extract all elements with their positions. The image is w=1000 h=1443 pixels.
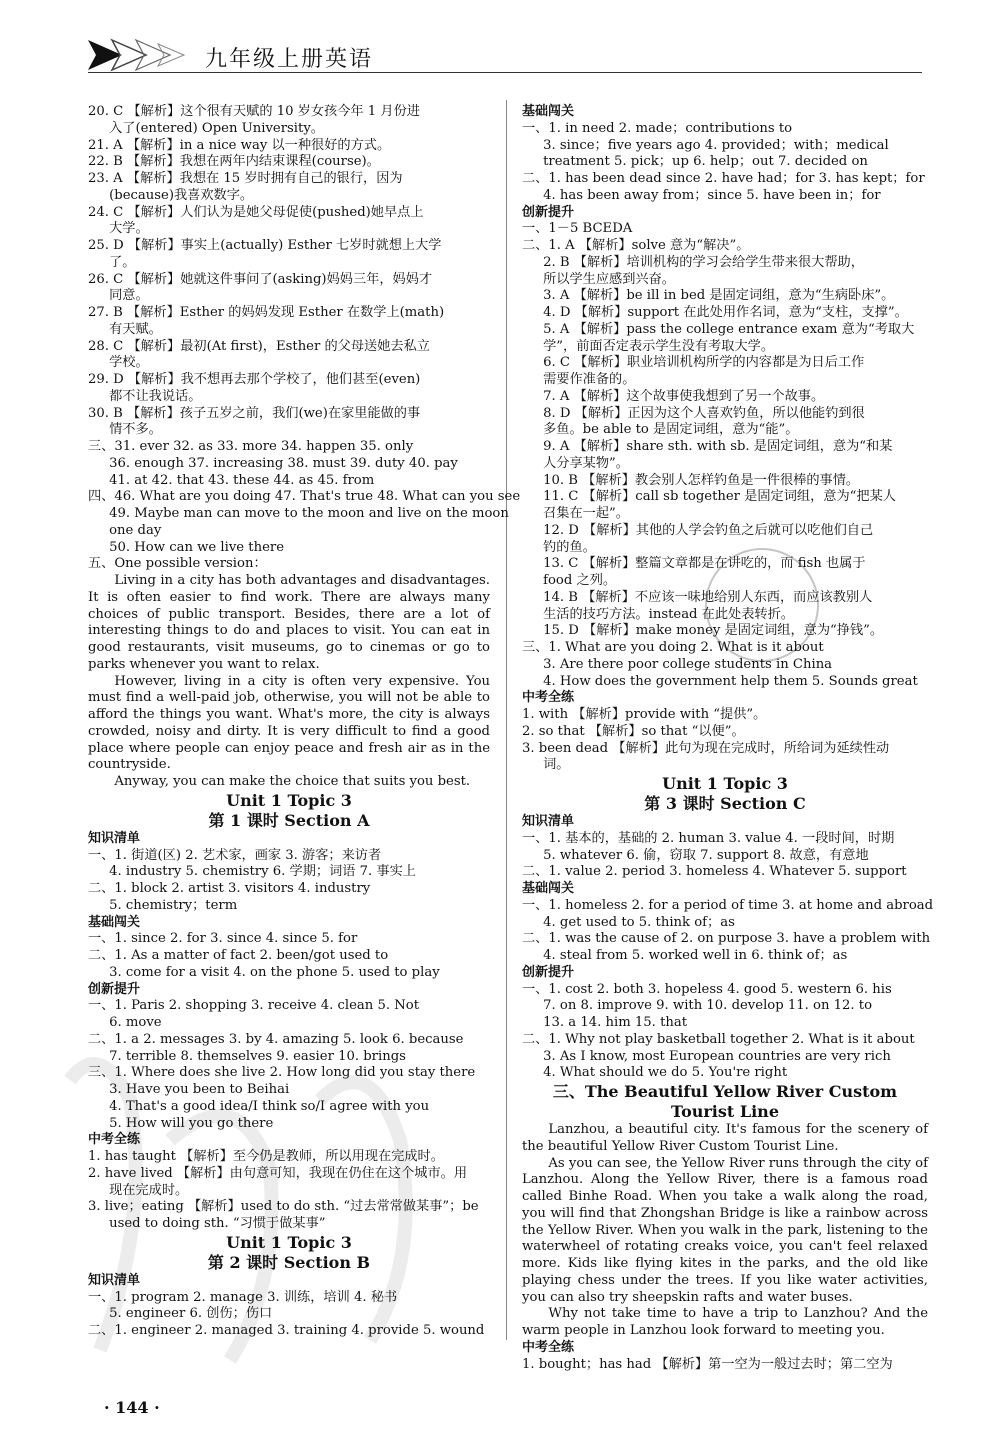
left-answer-line: 30. B 【解析】孩子五岁之前，我们(we)在家里能做的事 <box>88 405 421 421</box>
left-answer-line: 四、46. What are you doing 47. That's true 48. What can you see <box>88 489 521 505</box>
page-header <box>0 0 1000 82</box>
right-answer-line: 13. C 【解析】整篇文章都是在讲吃的，而 fish 也属于 <box>543 556 866 572</box>
left-topic-title: Unit 1 Topic 3 <box>226 1232 352 1252</box>
left-answer-line: 2. have lived 【解析】由句意可知，我现在仍住在这个城市。用 <box>88 1165 468 1181</box>
left-answer-line: (because)我喜欢数字。 <box>109 187 254 203</box>
left-answer-line: 大学。 <box>109 221 149 237</box>
left-answer-line: 5. engineer 6. 创伤；伤口 <box>109 1306 273 1322</box>
left-column <box>88 104 521 1340</box>
left-answer-line: 入了(entered) Open University。 <box>109 120 324 136</box>
left-section-heading: 知识清单 <box>88 1272 141 1288</box>
left-answer-line: 3. come for a visit 4. on the phone 5. used to play <box>109 964 440 980</box>
left-answer-line: 4. industry 5. chemistry 6. 学期；词语 7. 事实上 <box>109 864 416 880</box>
header-rule <box>88 72 922 73</box>
left-answer-line: 都不让我说话。 <box>109 388 202 404</box>
right-answer-line: 6. C 【解析】职业培训机构所学的内容都是为日后工作 <box>543 355 865 371</box>
left-answer-line: one day <box>109 522 162 538</box>
left-answer-line: 6. move <box>109 1015 162 1030</box>
left-topic-title: 第 2 课时 Section B <box>207 1252 371 1272</box>
right-answer-line: 14. B 【解析】不应该一味地给别人东西，而应该教别人 <box>543 589 873 605</box>
left-answer-line: 3. live；eating 【解析】used to do sth. “过去常常做某事”；be <box>88 1199 479 1215</box>
left-answer-line: 21. A 【解析】in a nice way 以一种很好的方式。 <box>88 137 391 153</box>
right-section-heading: 创新提升 <box>522 964 575 980</box>
right-topic-title: Unit 1 Topic 3 <box>662 774 788 793</box>
left-answer-line: 一、1. program 2. manage 3. 训练，培训 4. 秘书 <box>88 1289 398 1305</box>
right-answer-line: 二、1. value 2. period 3. homeless 4. Whatever 5. support <box>522 864 907 880</box>
right-answer-line: 15. D 【解析】make money 是固定词组，意为“挣钱”。 <box>543 623 884 639</box>
right-answer-line: 4. has been away from；since 5. have been in；for <box>543 187 881 203</box>
right-answer-line: 3. since；five years ago 4. provided；with；medical <box>543 137 889 153</box>
left-answer-line: 1. has taught 【解析】至今仍是教师，所以用现在完成时。 <box>88 1149 444 1164</box>
left-section-heading: 创新提升 <box>88 981 141 997</box>
right-answer-line: 一、1. homeless 2. for a period of time 3. at home and abroad <box>522 897 934 913</box>
right-answer-line: food 之列。 <box>543 573 617 588</box>
right-section-heading: 基础闯关 <box>522 104 575 119</box>
right-answer-line: 3. Are there poor college students in China <box>543 656 833 672</box>
right-answer-line: 人分享某物”。 <box>543 455 629 471</box>
left-answer-line: 26. C 【解析】她就这件事问了(asking)妈妈三年，妈妈才 <box>88 271 433 287</box>
right-answer-line: 3. As I know, most European countries are very rich <box>543 1048 891 1064</box>
left-answer-line: 一、1. 街道(区) 2. 艺术家，画家 3. 游客；来访者 <box>88 847 382 863</box>
left-answer-line: 情不多。 <box>109 422 162 438</box>
left-answer-line: 50. How can we live there <box>109 539 284 555</box>
right-answer-line: 12. D 【解析】其他的人学会钓鱼之后就可以吃他们自己 <box>543 522 874 538</box>
right-answer-line: 一、1. in need 2. made；contributions to <box>522 120 793 136</box>
left-answer-line: 36. enough 37. increasing 38. must 39. duty 40. pay <box>109 455 458 471</box>
right-answer-line: 5. whatever 6. 偷，窃取 7. support 8. 故意，有意地 <box>543 847 869 863</box>
right-answer-line: 学”，前面否定表示学生没有考取大学。 <box>543 338 775 354</box>
right-answer-line: 所以学生应感到兴奋。 <box>543 271 675 287</box>
left-topic-title: 第 1 课时 Section A <box>208 810 370 830</box>
left-answer-line: 28. C 【解析】最初(At first)，Esther 的父母送她去私立 <box>88 338 430 354</box>
right-section-heading: 基础闯关 <box>522 881 575 896</box>
right-answer-line: 3. been dead 【解析】此句为现在完成时，所给词为延续性动 <box>522 740 890 756</box>
left-essay-paragraph: However, living in a city is often very expensive. You must find a well-paid job, otherwise, you will not be able to afford the things you want. What's more, the city is always crowded, noisy and dirty. It is very difficult to find a good place where people can enjoy peace and fresh air as in the countryside. <box>88 673 490 773</box>
left-answer-line: 二、1. engineer 2. managed 3. training 4. provide 5. wound <box>88 1323 485 1338</box>
right-topic-title: 三、The Beautiful Yellow River Custom Tourist Line <box>552 1082 898 1121</box>
right-essay-paragraph: As you can see, the Yellow River runs through the city of Lanzhou. Along the Yellow River, there is a famous road called Binhe Road. When you take a walk along the road, you will find that Zhongshan Bridge is like a rainbow across the Yellow River. When you walk in the park, listening to the waterwheel of rotating creaks voice, you can't feel relaxed more. Kids like flying kites in the parks, and the old like playing chess under the trees. If you like water activities, you can also try sheepskin rafts and water buses. <box>522 1155 928 1305</box>
right-answer-line: 三、1. What are you doing 2. What is it about <box>522 640 824 655</box>
left-essay-paragraph: Anyway, you can make the choice that suits you best. <box>114 774 471 789</box>
page-title: 九年级上册英语 <box>205 47 374 72</box>
right-answer-line: 二、1. was the cause of 2. on purpose 3. have a problem with <box>522 931 931 947</box>
column-divider <box>506 100 507 1340</box>
right-essay-paragraph: Lanzhou, a beautiful city. It's famous for the scenery of the beautiful Yellow River Custom Tourist Line. <box>522 1122 928 1154</box>
left-answer-line: 二、1. block 2. artist 3. visitors 4. industry <box>88 881 371 896</box>
left-answer-line: 5. chemistry；term <box>109 897 238 913</box>
left-answer-line: 二、1. a 2. messages 3. by 4. amazing 5. look 6. because <box>88 1031 464 1047</box>
left-answer-line: 7. terrible 8. themselves 9. easier 10. brings <box>109 1048 406 1064</box>
left-answer-line: 三、1. Where does she live 2. How long did you stay there <box>88 1065 476 1081</box>
right-section-heading: 知识清单 <box>522 814 575 829</box>
left-answer-line: 3. Have you been to Beihai <box>109 1082 290 1097</box>
left-answer-line: 有天赋。 <box>109 321 162 337</box>
left-answer-line: 一、1. Paris 2. shopping 3. receive 4. clean 5. Not <box>88 998 419 1014</box>
right-section-heading: 中考全练 <box>522 1339 575 1355</box>
left-answer-line: 41. at 42. that 43. these 44. as 45. from <box>109 472 375 488</box>
left-answer-line: 27. B 【解析】Esther 的妈妈发现 Esther 在数学上(math) <box>88 305 445 320</box>
right-essay-paragraph: Why not take time to have a trip to Lanzhou? And the warm people in Lanzhou look forward to meeting you. <box>522 1306 928 1338</box>
right-answer-line: 11. C 【解析】call sb together 是固定词组，意为“把某人 <box>543 489 896 505</box>
right-answer-line: 生活的技巧方法。instead 在此处表转折。 <box>543 606 794 622</box>
right-answer-line: 4. D 【解析】support 在此处用作名词，意为“支柱，支撑”。 <box>543 305 908 320</box>
left-answer-line: 22. B 【解析】我想在两年内结束课程(course)。 <box>88 154 380 170</box>
left-essay-paragraph: Living in a city has both advantages and disadvantages. It is often easier to find work. There are always many choices of public transport. Besides, there are a lot of interesting things to do and places to visit. You can eat in good restaurants, visit museums, go to cinemas or go to parks whenever you want to relax. <box>88 573 490 672</box>
left-answer-line: 五、One possible version： <box>88 556 267 572</box>
right-answer-line: 2. so that 【解析】so that “以便”。 <box>522 723 745 739</box>
right-answer-line: 7. on 8. improve 9. with 10. develop 11. on 12. to <box>543 998 873 1014</box>
right-answer-line: 钓的鱼。 <box>543 539 596 555</box>
left-answer-line: 现在完成时。 <box>109 1182 189 1198</box>
right-answer-line: 10. B 【解析】教会别人怎样钓鱼是一件很棒的事情。 <box>543 472 860 488</box>
left-answer-line: 23. A 【解析】我想在 15 岁时拥有自己的银行，因为 <box>88 171 403 186</box>
right-answer-line: 一、1. cost 2. both 3. hopeless 4. good 5. western 6. his <box>522 981 892 997</box>
right-answer-line: 一、1. 基本的，基础的 2. human 3. value 4. 一段时间，时期 <box>522 830 895 846</box>
left-answer-line: 5. How will you go there <box>109 1115 274 1131</box>
right-answer-line: 1. with 【解析】provide with “提供”。 <box>522 707 767 722</box>
left-section-heading: 知识清单 <box>88 830 141 846</box>
right-answer-line: 7. A 【解析】这个故事使我想到了另一个故事。 <box>543 388 825 404</box>
right-answer-line: 4. steal from 5. worked well in 6. think of；as <box>543 948 848 963</box>
right-answer-line: 4. What should we do 5. You're right <box>543 1065 788 1081</box>
left-answer-line: 4. That's a good idea/I think so/I agree with you <box>109 1098 430 1114</box>
right-section-heading: 中考全练 <box>522 690 575 706</box>
left-answer-line: 二、1. As a matter of fact 2. been/got used to <box>88 948 389 963</box>
left-answer-line: 29. D 【解析】我不想再去那个学校了，他们甚至(even) <box>88 372 421 387</box>
right-answer-line: 13. a 14. him 15. that <box>543 1015 688 1030</box>
right-topic-title: 第 3 课时 Section C <box>644 794 806 813</box>
right-answer-line: 词。 <box>543 757 570 773</box>
left-answer-line: 一、1. since 2. for 3. since 4. since 5. for <box>88 931 358 947</box>
right-answer-line: 一、1－5 BCEDA <box>522 221 633 237</box>
left-section-heading: 基础闯关 <box>88 914 141 930</box>
left-topic-title: Unit 1 Topic 3 <box>226 790 352 810</box>
left-answer-line: 25. D 【解析】事实上(actually) Esther 七岁时就想上大学 <box>88 238 442 253</box>
page-number: · 144 · <box>104 1398 160 1417</box>
left-answer-line: 同意。 <box>109 288 149 304</box>
right-column <box>522 104 934 1373</box>
left-answer-line: 学校。 <box>109 355 149 371</box>
left-answer-line: 三、31. ever 32. as 33. more 34. happen 35. only <box>88 439 414 454</box>
right-answer-line: 8. D 【解析】正因为这个人喜欢钓鱼，所以他能钓到很 <box>543 405 865 421</box>
right-answer-line: 二、1. A 【解析】solve 意为“解决”。 <box>522 238 750 253</box>
right-answer-line: 1. bought；has had 【解析】第一空为一般过去时；第二空为 <box>522 1356 893 1372</box>
right-answer-line: 4. get used to 5. think of；as <box>543 914 735 930</box>
left-answer-line: used to doing sth. “习惯于做某事” <box>109 1216 326 1231</box>
left-answer-line: 49. Maybe man can move to the moon and live on the moon <box>109 506 509 521</box>
right-answer-line: 需要作准备的。 <box>543 372 636 387</box>
left-section-heading: 中考全练 <box>88 1132 141 1148</box>
right-answer-line: 二、1. Why not play basketball together 2. What is it about <box>522 1031 915 1047</box>
left-answer-line: 20. C 【解析】这个很有天赋的 10 岁女孩今年 1 月份进 <box>88 104 420 119</box>
left-answer-line: 了。 <box>109 254 136 270</box>
right-answer-line: 4. How does the government help them 5. Sounds great <box>543 673 918 689</box>
right-answer-line: 2. B 【解析】培训机构的学习会给学生带来很大帮助， <box>543 254 864 270</box>
right-answer-line: 二、1. has been dead since 2. have had；for 3. has kept；for <box>522 171 925 186</box>
arrow-decoration-icon <box>88 38 188 72</box>
right-answer-line: treatment 5. pick；up 6. help；out 7. decided on <box>543 154 868 170</box>
right-answer-line: 3. A 【解析】be ill in bed 是固定词组，意为“生病卧床”。 <box>543 288 895 304</box>
right-answer-line: 召集在一起”。 <box>543 506 629 521</box>
left-answer-line: 24. C 【解析】人们认为是她父母促使(pushed)她早点上 <box>88 204 424 220</box>
right-section-heading: 创新提升 <box>522 204 575 220</box>
right-answer-line: 5. A 【解析】pass the college entrance exam 意为“考取大 <box>543 321 915 337</box>
right-answer-line: 9. A 【解析】share sth. with sb. 是固定词组，意为“和某 <box>543 439 893 454</box>
right-answer-line: 多鱼。be able to 是固定词组，意为“能”。 <box>543 422 799 438</box>
